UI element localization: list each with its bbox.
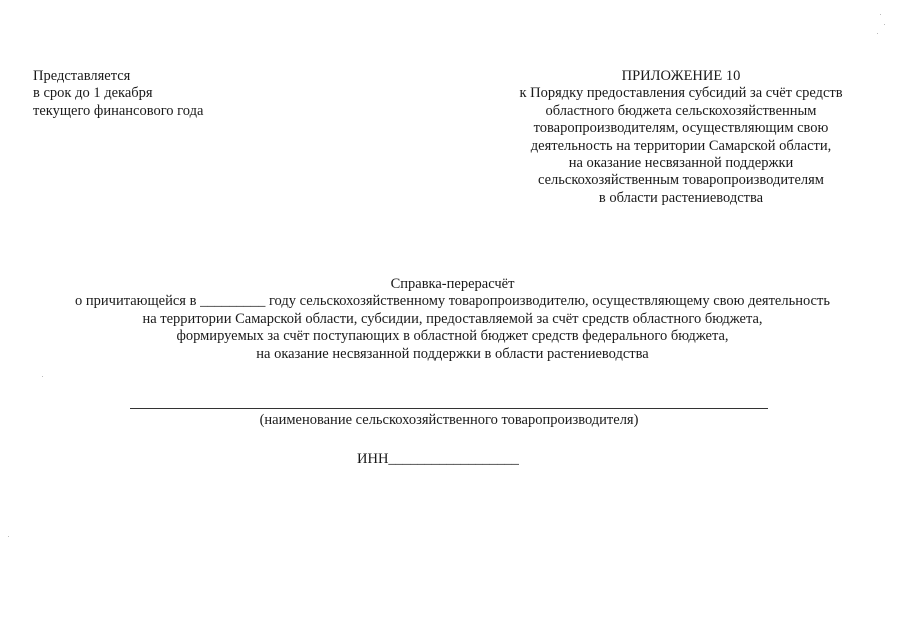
inn-field: ИНН__________________ <box>357 451 519 467</box>
title-line: формируемых за счёт поступающих в областной бюджет средств федерального бюджета, <box>176 328 729 345</box>
note-line: в срок до 1 декабря <box>33 85 153 102</box>
scan-speck <box>884 24 885 25</box>
appendix-line: в области растениеводства <box>598 189 764 206</box>
producer-name-caption: (наименование сельскохозяйственного товаропроизводителя) <box>259 412 639 428</box>
note-line: Представляется <box>33 68 131 84</box>
appendix-line: сельскохозяйственным товаропроизводителям <box>538 172 824 189</box>
scan-speck <box>42 376 43 377</box>
title-line: на оказание несвязанной поддержки в области растениеводства <box>256 345 649 362</box>
note-line: текущего финансового года <box>33 102 204 119</box>
producer-name-field-line <box>130 408 768 409</box>
scan-speck <box>880 14 881 15</box>
appendix-line: на оказание несвязанной поддержки <box>568 155 794 172</box>
document-title <box>20 276 885 363</box>
appendix-line: деятельность на территории Самарской области, <box>530 137 832 154</box>
appendix-line: товаропроизводителям, осуществляющим свою <box>533 120 829 137</box>
appendix-heading: ПРИЛОЖЕНИЕ 10 <box>621 68 741 84</box>
title-line: о причитающейся в _________ году сельскохозяйственному товаропроизводителю, осуществляющему свою деятельность <box>75 293 830 310</box>
scan-speck <box>8 536 9 537</box>
appendix-header <box>495 68 867 207</box>
title-heading: Справка-перерасчёт <box>390 276 515 292</box>
submission-deadline-note <box>33 68 273 120</box>
title-line: на территории Самарской области, субсидии, предоставляемой за счёт средств областного бюджета, <box>142 310 763 327</box>
scan-speck <box>877 33 878 34</box>
appendix-line: к Порядку предоставления субсидий за счёт средств <box>519 85 843 102</box>
appendix-line: областного бюджета сельскохозяйственным <box>545 102 817 119</box>
